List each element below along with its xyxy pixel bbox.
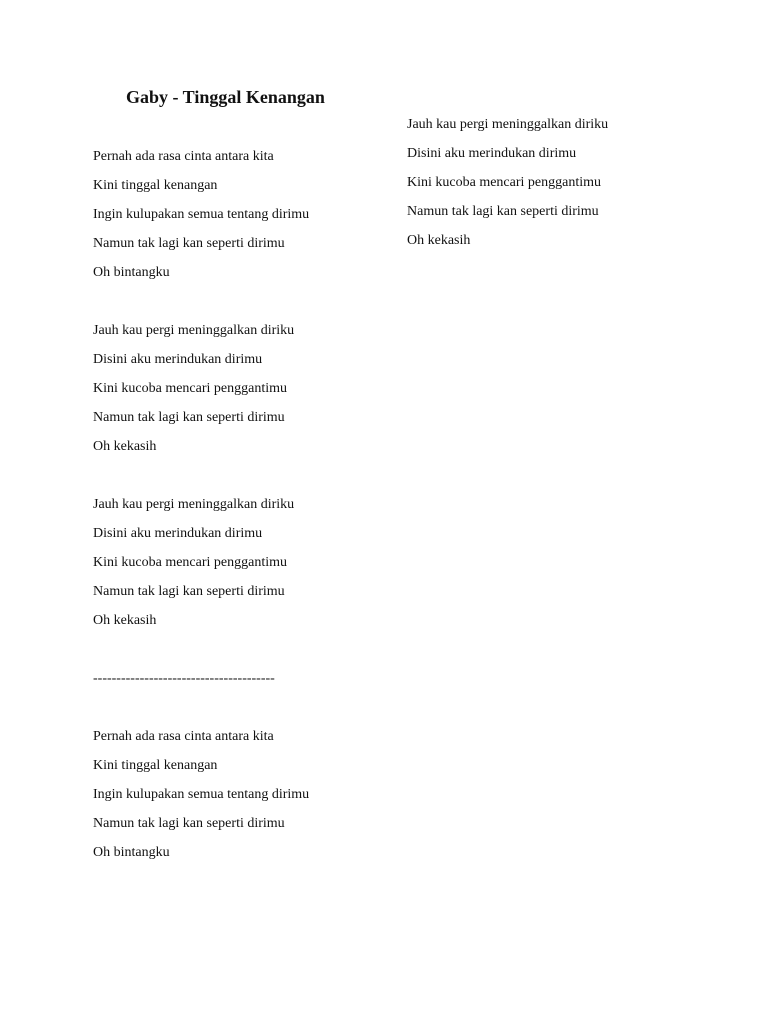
lyric-line: Kini tinggal kenangan xyxy=(93,758,218,773)
lyric-line: Kini kucoba mencari penggantimu xyxy=(407,175,601,190)
lyrics-left-column xyxy=(93,148,309,873)
lyric-line: Namun tak lagi kan seperti dirimu xyxy=(93,410,285,425)
lyric-line: Jauh kau pergi meninggalkan diriku xyxy=(407,117,609,132)
lyric-line: Jauh kau pergi meninggalkan diriku xyxy=(93,497,295,512)
lyric-line: Disini aku merindukan dirimu xyxy=(93,352,263,367)
lyric-line: Kini tinggal kenangan xyxy=(93,178,218,193)
blank-line xyxy=(93,467,309,485)
lyric-line: Oh kekasih xyxy=(407,233,471,248)
blank-line xyxy=(93,699,309,717)
lyric-line: Pernah ada rasa cinta antara kita xyxy=(93,149,274,164)
lyric-line: Kini kucoba mencari penggantimu xyxy=(93,555,287,570)
lyric-line: Oh kekasih xyxy=(93,613,157,628)
lyric-line: Oh bintangku xyxy=(93,265,170,280)
lyric-line: Kini kucoba mencari penggantimu xyxy=(93,381,287,396)
lyric-line: Oh bintangku xyxy=(93,845,170,860)
lyric-line: Oh kekasih xyxy=(93,439,157,454)
lyric-line: Jauh kau pergi meninggalkan diriku xyxy=(93,323,295,338)
lyric-line: Namun tak lagi kan seperti dirimu xyxy=(407,204,599,219)
lyric-line: Namun tak lagi kan seperti dirimu xyxy=(93,816,285,831)
song-title: Gaby - Tinggal Kenangan xyxy=(126,87,325,107)
lyric-line: Disini aku merindukan dirimu xyxy=(93,526,263,541)
lyric-line: Namun tak lagi kan seperti dirimu xyxy=(93,236,285,251)
lyric-line: Pernah ada rasa cinta antara kita xyxy=(93,729,274,744)
lyric-line: Namun tak lagi kan seperti dirimu xyxy=(93,584,285,599)
lyric-line: Disini aku merindukan dirimu xyxy=(407,146,577,161)
blank-line xyxy=(93,293,309,311)
blank-line xyxy=(93,641,309,659)
lyric-line: Ingin kulupakan semua tentang dirimu xyxy=(93,787,310,802)
lyric-line: Ingin kulupakan semua tentang dirimu xyxy=(93,207,310,222)
lyrics-right-column xyxy=(407,116,608,261)
separator-line: --------------------------------------- xyxy=(93,671,275,686)
